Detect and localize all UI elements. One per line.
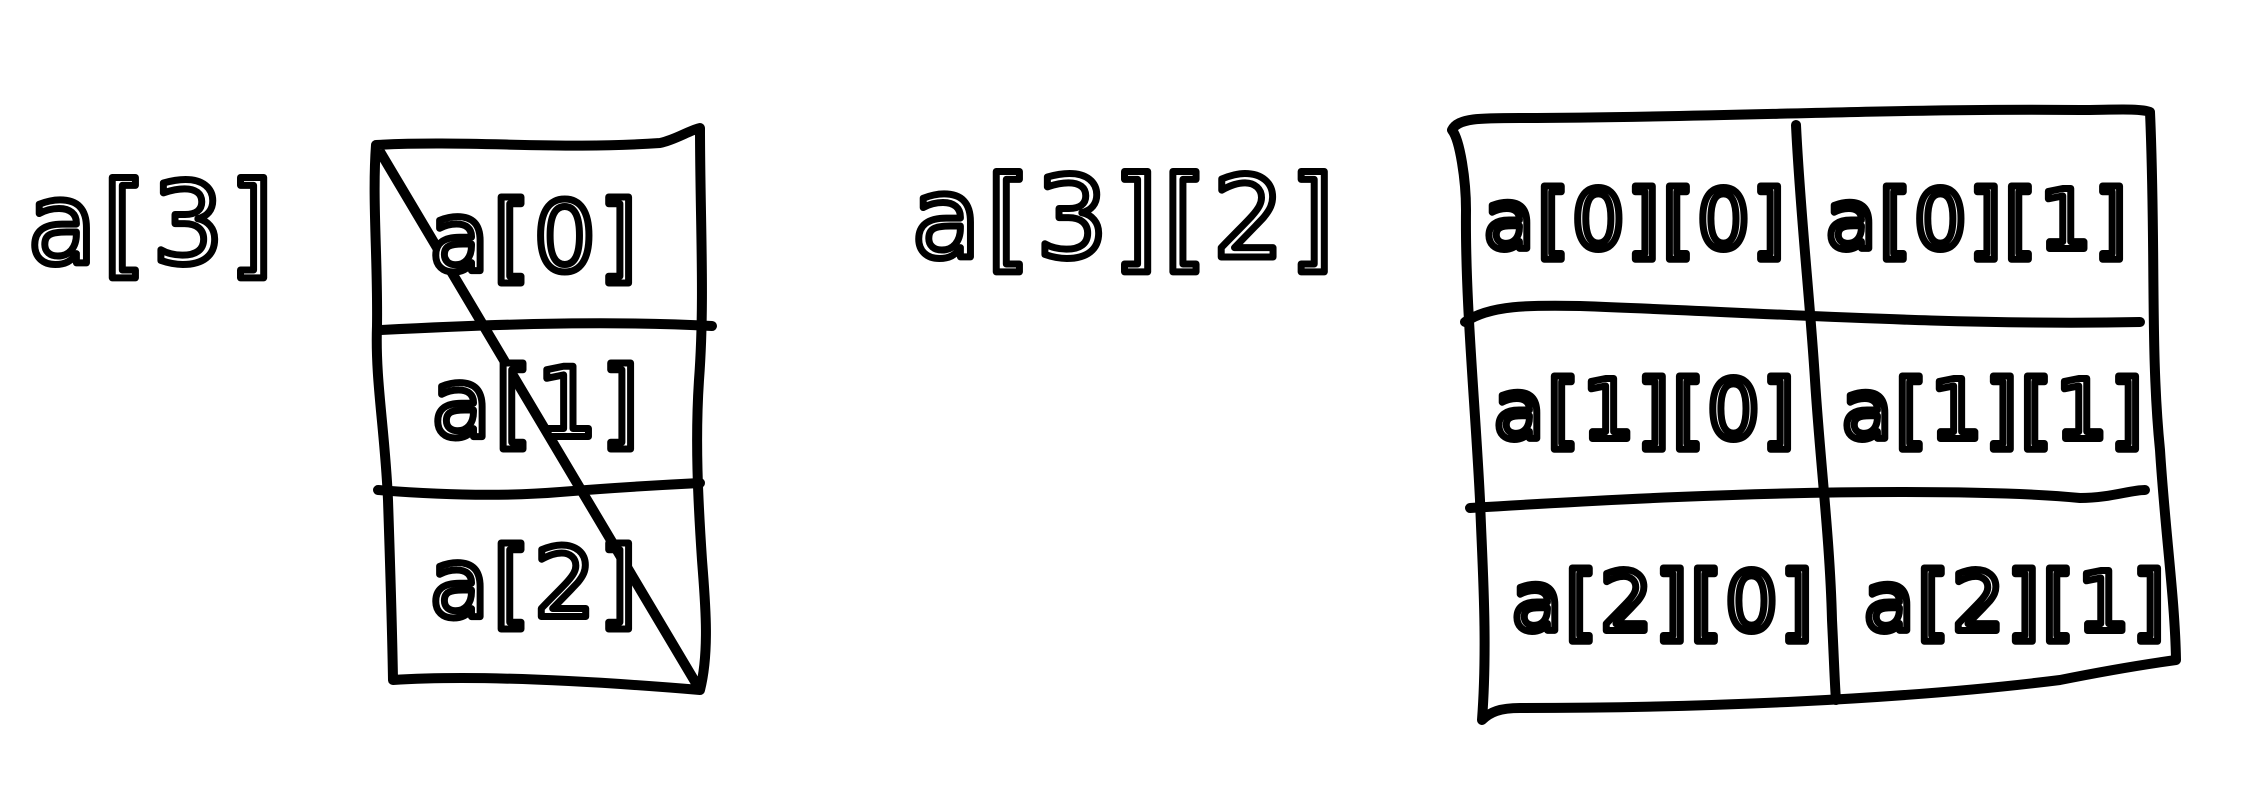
two-d-cell: a[2][0]: [1512, 555, 1816, 651]
two-d-declaration-label: a[3][2]: [912, 153, 1340, 284]
two-d-row-divider: [1470, 490, 2145, 508]
one-d-row-divider: [378, 483, 700, 495]
one-d-cell: a[1]: [432, 347, 643, 460]
two-d-cell: a[1][0]: [1494, 363, 1798, 459]
one-d-array: [28, 128, 712, 690]
two-d-cell: a[0][1]: [1826, 173, 2130, 269]
one-d-cell: a[0]: [430, 181, 641, 294]
two-d-array: [912, 110, 2176, 721]
one-d-declaration-label: a[3]: [28, 159, 280, 290]
two-d-cell: a[2][1]: [1864, 555, 2168, 651]
two-d-row-divider: [1465, 306, 2140, 323]
two-d-cell: a[1][1]: [1842, 363, 2146, 459]
one-d-row-divider: [380, 323, 712, 330]
one-d-cell: a[2]: [430, 527, 641, 640]
two-d-cell: a[0][0]: [1484, 173, 1788, 269]
